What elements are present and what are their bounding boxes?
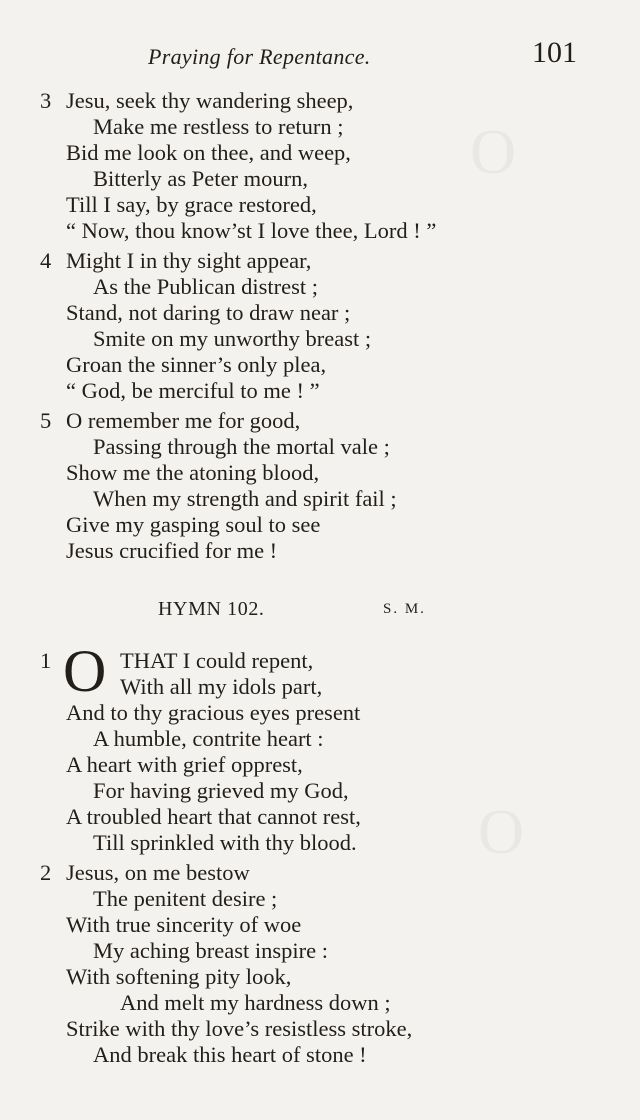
hymn-title: HYMN 102. — [158, 598, 265, 620]
verse-line: With softening pity look, — [66, 964, 292, 989]
verse-line: A humble, contrite heart : — [93, 726, 324, 751]
bleed-through-mark: O — [470, 116, 517, 187]
verse-line: Strike with thy love’s resistless stroke, — [66, 1016, 413, 1041]
verse-line: With true sincerity of woe — [66, 912, 302, 937]
verse-line: Smite on my unworthy breast ; — [93, 326, 372, 351]
verse-number: 4 — [40, 248, 52, 273]
verse-line: When my strength and spirit fail ; — [93, 486, 397, 511]
verse-line: Bitterly as Peter mourn, — [93, 166, 308, 191]
bleed-through-mark: O — [478, 796, 525, 867]
verse-line: Jesus crucified for me ! — [66, 538, 278, 563]
verse-line: A troubled heart that cannot rest, — [66, 804, 361, 829]
verse-line: Show me the atoning blood, — [66, 460, 320, 485]
verse-line: Stand, not daring to draw near ; — [66, 300, 351, 325]
verse-line: Might I in thy sight appear, — [66, 248, 312, 273]
verse-line: THAT I could repent, — [120, 648, 314, 673]
verse-line: Till sprinkled with thy blood. — [93, 830, 357, 855]
verse-number: 2 — [40, 860, 52, 885]
verse-line: And to thy gracious eyes present — [66, 700, 361, 725]
page-number: 101 — [532, 36, 577, 69]
verse-line: And break this heart of stone ! — [93, 1042, 367, 1067]
verse-line: Till I say, by grace restored, — [66, 192, 317, 217]
verse-line: The penitent desire ; — [93, 886, 278, 911]
verse-line: “ God, be merciful to me ! ” — [66, 378, 320, 403]
drop-cap: O — [63, 638, 107, 704]
verse-line: Make me restless to return ; — [93, 114, 344, 139]
verse-line: Bid me look on thee, and weep, — [66, 140, 351, 165]
verse-number: 1 — [40, 648, 52, 673]
verse-line: “ Now, thou know’st I love thee, Lord ! ” — [66, 218, 437, 243]
verse-line: For having grieved my God, — [93, 778, 349, 803]
hymn-meter: S. M. — [383, 601, 426, 617]
verse-number: 3 — [40, 88, 52, 113]
page-header — [0, 36, 640, 76]
verse-line: As the Publican distrest ; — [93, 274, 318, 299]
running-title: Praying for Repentance. — [148, 44, 371, 69]
verse-line: With all my idols part, — [120, 674, 323, 699]
verse-line: A heart with grief opprest, — [66, 752, 303, 777]
verse-line: Give my gasping soul to see — [66, 512, 321, 537]
verse-line: And melt my hardness down ; — [120, 990, 391, 1015]
verse-line: My aching breast inspire : — [93, 938, 328, 963]
verse-line: Groan the sinner’s only plea, — [66, 352, 327, 377]
verse-line: O remember me for good, — [66, 408, 301, 433]
verse-line: Passing through the mortal vale ; — [93, 434, 390, 459]
verse-number: 5 — [40, 408, 52, 433]
verse-line: Jesu, seek thy wandering sheep, — [66, 88, 354, 113]
verse-line: Jesus, on me bestow — [66, 860, 250, 885]
